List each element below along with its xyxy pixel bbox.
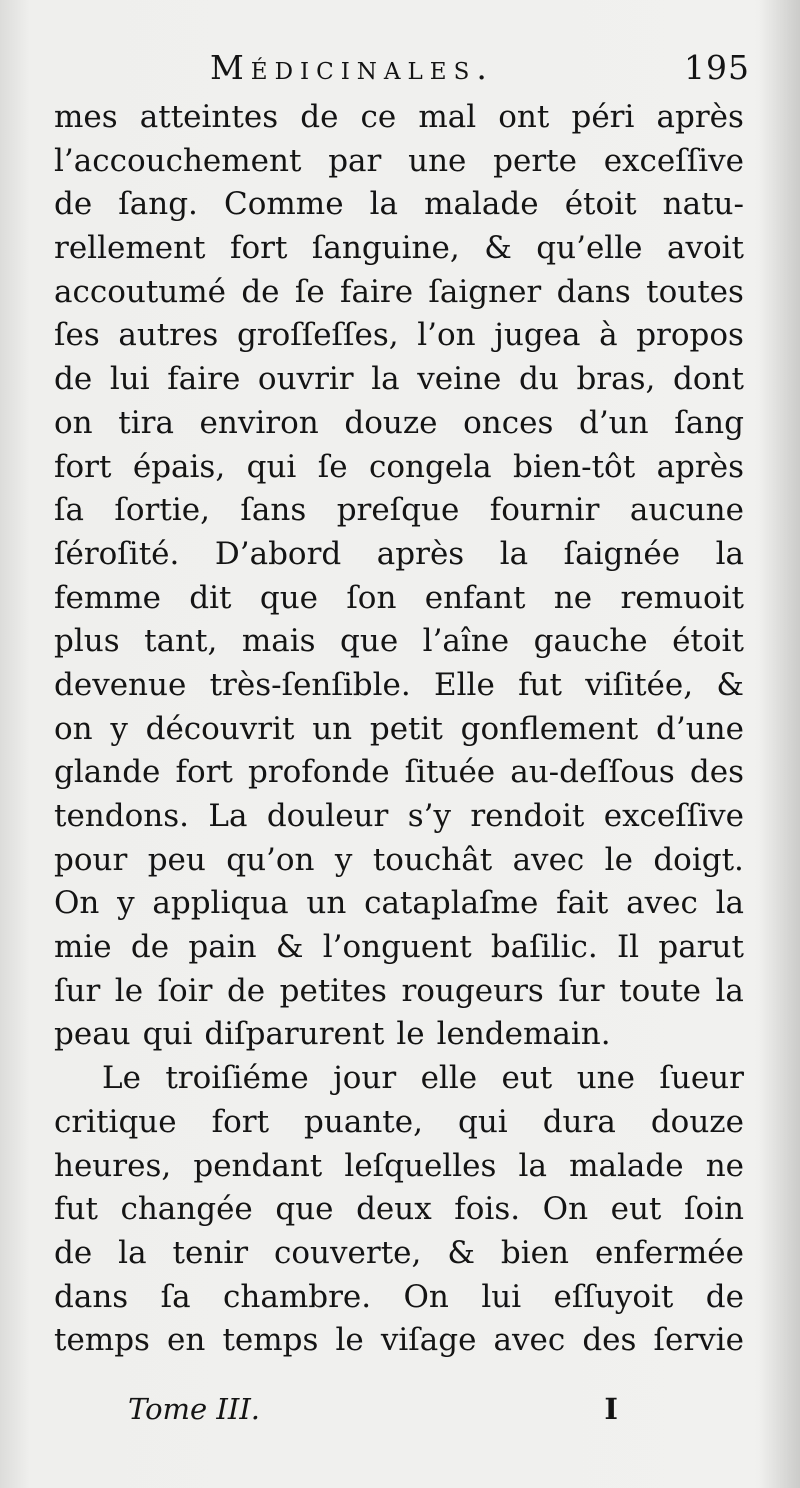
word: que	[259, 579, 318, 616]
text-line	[54, 970, 744, 1014]
word: ſanguine,	[311, 230, 460, 267]
word: d’un	[578, 404, 649, 441]
word: bien-tôt	[513, 448, 636, 485]
page-edge-shadow	[754, 0, 800, 1488]
text-line	[54, 751, 744, 795]
word: cataplaſme	[364, 885, 539, 922]
word: ſe	[294, 273, 325, 310]
word: viſitée,	[585, 666, 694, 703]
word: des	[689, 754, 744, 791]
word: avec	[493, 1322, 566, 1359]
word: de	[54, 361, 93, 398]
word: le	[604, 841, 633, 878]
word: le	[335, 1322, 364, 1359]
word: autres	[118, 317, 219, 354]
word: eſſuyoit	[553, 1278, 674, 1315]
word: accoutumé	[54, 273, 226, 310]
word: troiſiéme	[165, 1060, 309, 1097]
word: gonflement	[460, 710, 639, 747]
word: dit	[189, 579, 232, 616]
text-line	[54, 1319, 744, 1363]
word: critique	[54, 1103, 177, 1140]
word: fort	[54, 448, 112, 485]
word: ſur	[558, 972, 605, 1009]
word: fois.	[454, 1191, 521, 1228]
word: fort	[230, 230, 288, 267]
word: douze	[650, 1103, 744, 1140]
word: faire	[340, 273, 414, 310]
word: l’accouchement	[54, 142, 302, 179]
word: ſervie	[653, 1322, 744, 1359]
word: fournir	[489, 492, 600, 529]
word: ſoin	[683, 1191, 744, 1228]
text-line	[54, 314, 744, 358]
word: rellement	[54, 230, 206, 267]
word: ſa	[54, 492, 84, 529]
word: remuoit	[620, 579, 744, 616]
text-line	[54, 664, 744, 708]
word: appliqua	[152, 885, 289, 922]
text-line	[54, 577, 744, 621]
word: deux	[356, 1191, 432, 1228]
word: que	[340, 623, 399, 660]
word: y	[334, 841, 353, 878]
word: mie	[54, 929, 112, 966]
word: jugea	[494, 317, 581, 354]
word: étoit	[672, 623, 744, 660]
word: étoit	[564, 186, 637, 223]
word: preſque	[336, 492, 460, 529]
word: On	[403, 1278, 449, 1315]
word: avoit	[666, 230, 744, 267]
text-line	[54, 446, 744, 490]
word: découvrit	[145, 710, 295, 747]
word: Elle	[434, 666, 495, 703]
word: la	[518, 1147, 547, 1184]
word: &	[484, 230, 512, 267]
word: atteintes	[139, 99, 279, 135]
word: ſueur	[659, 1060, 744, 1097]
text-line	[54, 620, 744, 664]
word: peau	[54, 1016, 131, 1053]
word: lui	[481, 1278, 522, 1315]
word: dans	[556, 273, 631, 310]
word: l’onguent	[322, 929, 472, 966]
word: couverte,	[274, 1234, 422, 1271]
word: de	[241, 273, 280, 310]
text-line	[54, 489, 744, 533]
word: D’abord	[214, 535, 342, 572]
word: Le	[102, 1060, 141, 1097]
text-line	[54, 1232, 744, 1276]
text-line	[54, 183, 744, 227]
word: Comme	[224, 186, 344, 223]
text-line	[54, 795, 744, 839]
word: bras,	[576, 361, 656, 398]
word: rendoit	[470, 798, 585, 834]
body-text	[54, 96, 744, 1363]
word: ce	[360, 99, 397, 135]
word: de	[130, 929, 170, 966]
word: congela	[369, 448, 492, 485]
word: heures,	[54, 1147, 172, 1184]
word: qui	[142, 1016, 193, 1053]
word: la	[499, 535, 529, 572]
word: tant,	[144, 623, 218, 660]
word: ſang.	[118, 186, 198, 223]
word: environ	[199, 404, 319, 441]
word: diſparurent	[204, 1016, 385, 1053]
text-line	[54, 533, 744, 577]
word: aucune	[629, 492, 744, 529]
word: tira	[118, 404, 174, 441]
word: la	[118, 1234, 147, 1271]
word: du	[519, 361, 559, 398]
word: &	[447, 1234, 475, 1271]
word: enfant	[424, 579, 526, 616]
word: un	[306, 885, 347, 922]
word: ſaigner	[428, 273, 542, 310]
word: baſilic.	[490, 929, 598, 966]
word: temps	[222, 1322, 319, 1359]
word: malade	[569, 1147, 684, 1184]
word: pour	[54, 841, 128, 878]
word: le	[396, 1016, 425, 1053]
word: exceſſive	[603, 798, 744, 834]
word: une	[408, 142, 467, 179]
word: onces	[463, 404, 554, 441]
text-line	[54, 1013, 744, 1057]
word: femme	[54, 579, 161, 616]
word: faire	[167, 361, 241, 398]
word: pain	[188, 929, 257, 966]
word: ſéroſité.	[54, 535, 180, 572]
word: péri	[571, 99, 635, 135]
page-footer	[128, 1392, 618, 1438]
word: ſortie,	[114, 492, 210, 529]
word: mais	[241, 623, 316, 660]
word: de	[300, 99, 339, 135]
word: toutes	[646, 273, 744, 310]
word: lendemain.	[436, 1016, 611, 1053]
word: leſquelles	[344, 1147, 497, 1184]
word: ſaignée	[563, 535, 681, 572]
text-line	[54, 271, 744, 315]
word: devenue	[54, 666, 187, 703]
word: dont	[672, 361, 744, 398]
word: on	[54, 404, 93, 441]
word: ſe	[317, 448, 348, 485]
word: ſang	[674, 404, 744, 441]
word: &	[275, 929, 304, 966]
word: s’y	[407, 798, 451, 834]
word: jour	[333, 1060, 397, 1097]
text-line	[54, 1145, 744, 1189]
word: qui	[246, 448, 297, 485]
word: qui	[457, 1103, 508, 1140]
word: temps	[54, 1322, 150, 1359]
word: l’on	[417, 317, 476, 354]
word: que	[275, 1191, 334, 1228]
word: avec	[512, 841, 585, 878]
word: glande	[54, 754, 161, 791]
word: elle	[420, 1060, 478, 1097]
word: la	[715, 885, 744, 922]
word: la	[369, 186, 399, 223]
word: On	[542, 1191, 589, 1228]
text-line	[54, 926, 744, 970]
word: un	[312, 710, 353, 747]
word: au-deſſous	[510, 754, 675, 791]
word: de	[54, 1234, 93, 1271]
word: épais,	[132, 448, 226, 485]
word: douze	[344, 404, 438, 441]
word: la	[371, 361, 400, 398]
word: veine	[417, 361, 502, 398]
word: gauche	[533, 623, 648, 660]
word: groſſeſſes,	[236, 317, 399, 354]
word: ſes	[54, 317, 100, 354]
text-line	[54, 1276, 744, 1320]
text-line	[54, 882, 744, 926]
word: fait	[556, 885, 609, 922]
word: profonde	[247, 754, 390, 791]
text-line	[54, 1101, 744, 1145]
word: fort	[211, 1103, 270, 1140]
word: touchât	[372, 841, 493, 878]
word: par	[328, 142, 382, 179]
word: viſage	[380, 1322, 477, 1359]
word: dans	[54, 1278, 129, 1315]
word: très-ſenſible.	[209, 666, 411, 703]
word: de	[226, 972, 266, 1009]
word: tendons.	[54, 798, 190, 834]
word: avec	[626, 885, 698, 922]
word: mal	[418, 99, 477, 135]
word: qu’on	[226, 841, 315, 878]
text-line	[54, 708, 744, 752]
word: y	[110, 710, 128, 747]
word: ſituée	[404, 754, 496, 791]
signature-mark: I	[604, 1392, 618, 1426]
word: eut	[501, 1060, 553, 1097]
word: ſans	[240, 492, 307, 529]
word: ſon	[346, 579, 397, 616]
text-line	[54, 1188, 744, 1232]
word: malade	[424, 186, 539, 223]
word: l’aîne	[422, 623, 510, 660]
word: exceſſive	[603, 142, 744, 179]
volume-label: Tome III.	[128, 1392, 261, 1426]
word: ont	[498, 99, 550, 135]
word: puante,	[304, 1103, 423, 1140]
word: fort	[175, 754, 233, 791]
word: natu-	[662, 186, 744, 223]
word: ne	[553, 579, 593, 616]
word: La	[208, 798, 248, 834]
text-line	[54, 96, 744, 140]
word: bien	[500, 1234, 569, 1271]
word: petites	[279, 972, 387, 1009]
text-line	[54, 402, 744, 446]
word: parut	[658, 929, 744, 966]
word: chambre.	[223, 1278, 372, 1315]
word: ſoir	[157, 972, 213, 1009]
page-number: 195	[684, 48, 750, 87]
word: le	[114, 972, 144, 1009]
word: des	[582, 1322, 637, 1359]
text-line	[54, 1057, 744, 1101]
word: ouvrir	[257, 361, 354, 398]
word: après	[656, 99, 744, 135]
word: après	[376, 535, 465, 572]
page-header	[210, 48, 750, 98]
text-line	[54, 358, 744, 402]
word: plus	[54, 623, 120, 660]
word: &	[716, 666, 744, 703]
word: rougeurs	[401, 972, 544, 1009]
word: fut	[518, 666, 562, 703]
word: doigt.	[653, 841, 744, 878]
word: mes	[54, 99, 118, 135]
word: dura	[542, 1103, 616, 1140]
word: en	[167, 1322, 206, 1359]
word: toute	[619, 972, 701, 1009]
running-title: Médicinales.	[210, 48, 494, 87]
word: ſur	[54, 972, 101, 1009]
word: propos	[636, 317, 744, 354]
word: à	[599, 317, 618, 354]
word: perte	[493, 142, 577, 179]
word: tenir	[172, 1234, 249, 1271]
word: après	[656, 448, 744, 485]
word: changée	[120, 1191, 253, 1228]
word: enfermée	[594, 1234, 744, 1271]
word: petit	[369, 710, 443, 747]
word: une	[576, 1060, 635, 1097]
word: qu’elle	[536, 230, 643, 267]
word: lui	[109, 361, 150, 398]
word: on	[54, 710, 93, 747]
word: pendant	[193, 1147, 323, 1184]
word: Il	[616, 929, 640, 966]
word: ſa	[160, 1278, 191, 1315]
word: de	[705, 1278, 744, 1315]
word: de	[54, 186, 93, 223]
word: la	[715, 972, 744, 1009]
word: douleur	[266, 798, 389, 834]
text-line	[54, 839, 744, 883]
word: d’une	[656, 710, 744, 747]
word: peu	[147, 841, 206, 878]
word: la	[715, 535, 744, 572]
word: eut	[610, 1191, 662, 1228]
text-line	[54, 140, 744, 184]
word: On	[54, 885, 100, 922]
word: ne	[705, 1147, 744, 1184]
text-line	[54, 227, 744, 271]
word: fut	[54, 1191, 98, 1228]
word: y	[117, 885, 135, 922]
